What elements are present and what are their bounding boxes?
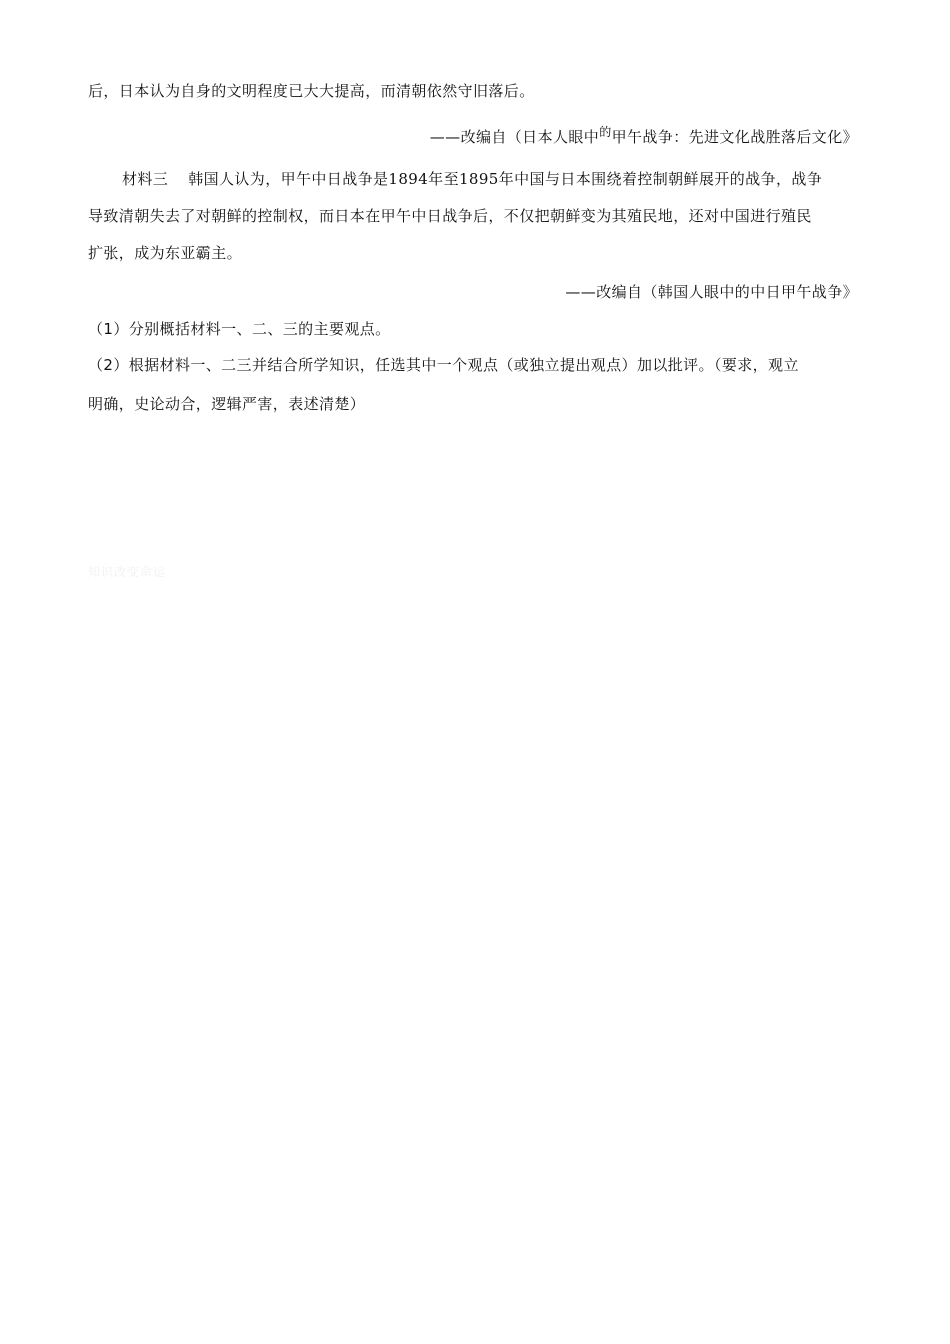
material-3-first-line	[122, 168, 858, 190]
source-2-superscript: 的	[599, 125, 612, 139]
question-2-line-1: （2）根据材料一、二三并结合所学知识，任选其中一个观点（或独立提出观点）加以批评。（要求，观立	[88, 356, 799, 374]
material-3-source: ——改编自（韩国人眼中的中日甲午战争》	[565, 283, 858, 301]
material-3-text-2: 导致清朝失去了对朝鲜的控制权，而日本在甲午中日战争后，不仅把朝鲜变为其殖民地，还对中国进行殖民	[88, 207, 812, 225]
material-3-text-3: 扩张，成为东亚霸主。	[88, 244, 243, 262]
source-2-part-b: 甲午战争：先进文化战胜落后文化》	[611, 128, 858, 146]
material-2-tail-text: 后，日本认为自身的文明程度已大大提高，而清朝依然守旧落后。	[88, 82, 535, 100]
material-3-label: 材料三	[122, 170, 169, 188]
source-2-part-a: ——改编自（日本人眼中	[429, 128, 600, 146]
material-2-source	[88, 126, 858, 149]
question-1: （1）分别概括材料一、二、三的主要观点。	[88, 320, 391, 338]
question-2-line-2: 明确，史论动合，逻辑严害，表述清楚）	[88, 395, 366, 413]
material-3-text-1: 韩国人认为，甲午中日战争是1894年至1895年中国与日本围绕着控制朝鲜展开的战争，战争	[188, 170, 823, 188]
faint-watermark: 知识改变命运	[88, 565, 167, 579]
